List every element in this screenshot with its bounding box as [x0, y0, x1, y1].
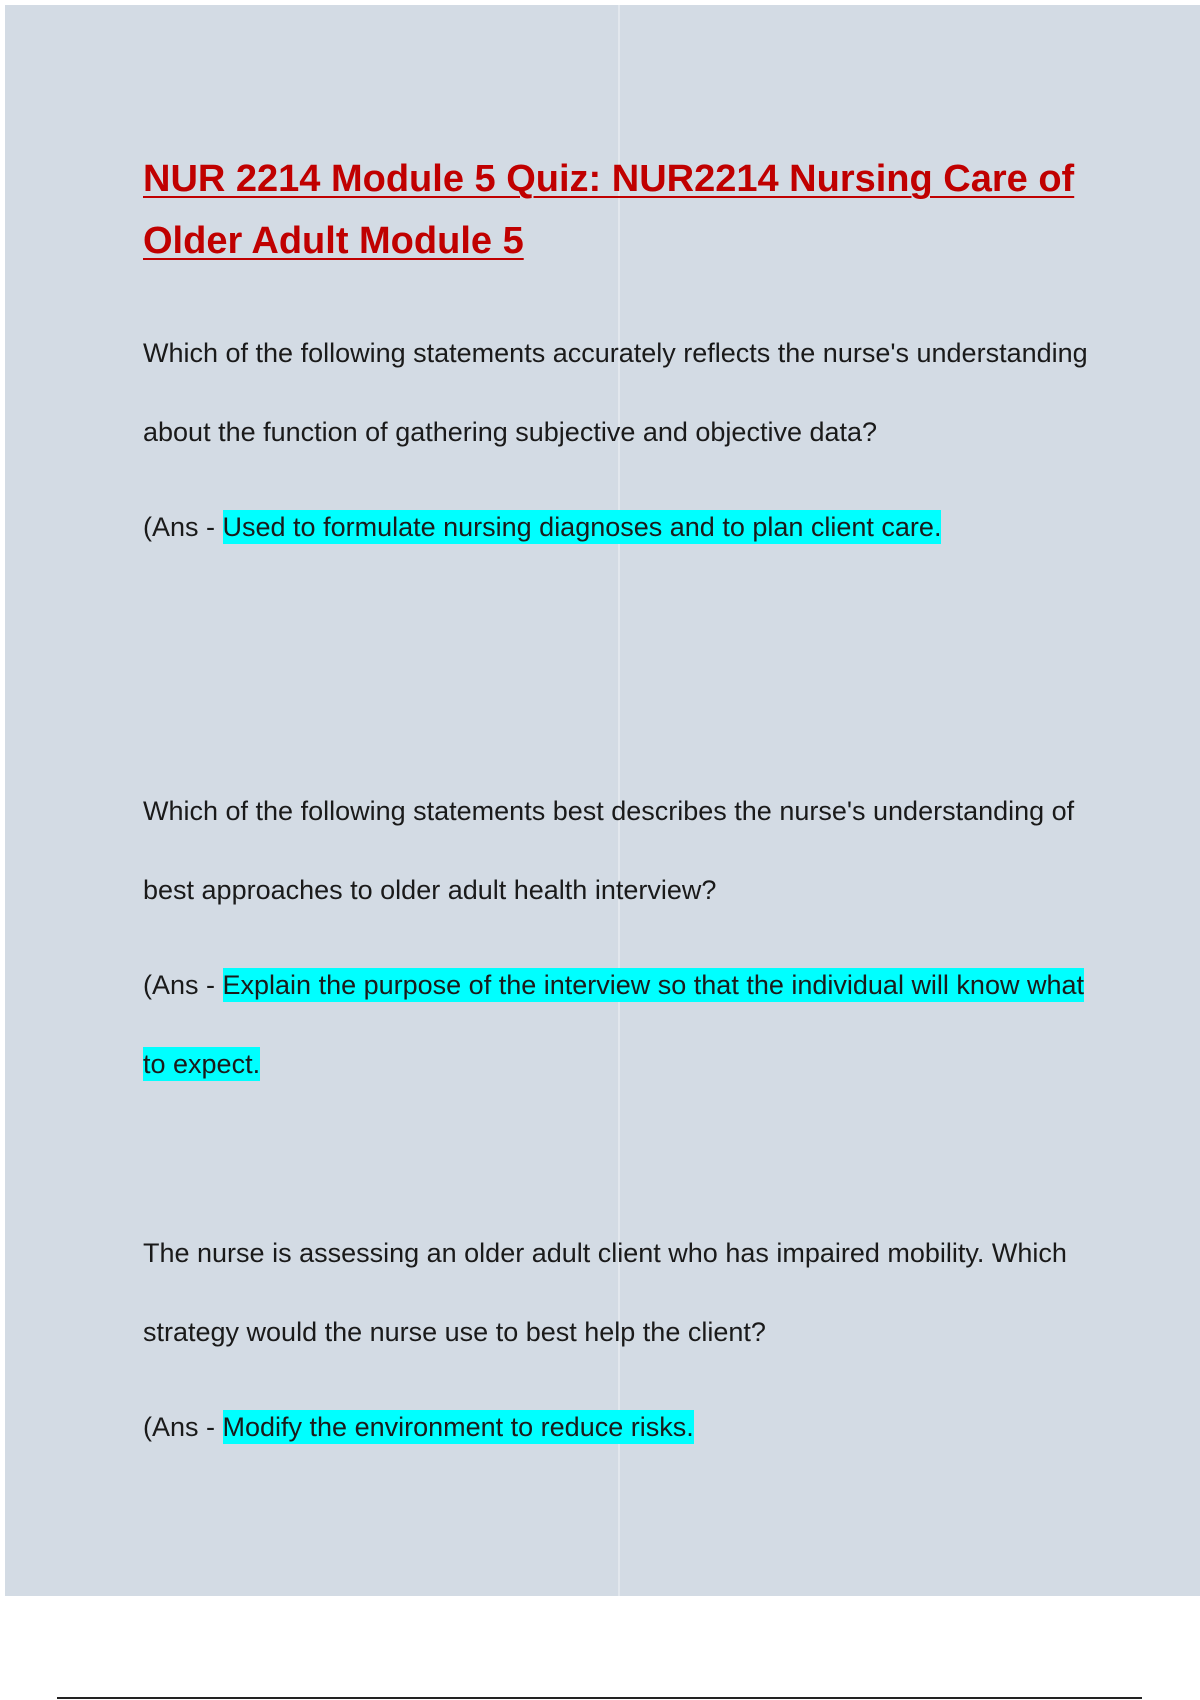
footer-divider: [57, 1697, 1142, 1699]
answer-line: [143, 488, 1103, 567]
highlighted-answer: Used to formulate nursing diagnoses and to plan client care.: [222, 512, 942, 542]
question-block-2: [143, 772, 1103, 1104]
answer-line: [143, 1388, 1103, 1467]
highlighted-answer: Modify the environment to reduce risks.: [222, 1412, 694, 1442]
document-title: NUR 2214 Module 5 Quiz: NUR2214 Nursing Care of Older Adult Module 5: [143, 158, 1075, 262]
answer-prefix: (Ans -: [143, 970, 223, 1000]
highlighted-answer: Explain the purpose of the interview so that the individual will know what to expect.: [143, 970, 1084, 1079]
question-block-3: [143, 1214, 1103, 1467]
question-text: Which of the following statements best describes the nurse's understanding of best approaches to older adult health interview?: [143, 796, 1075, 905]
answer-prefix: (Ans -: [143, 1412, 223, 1442]
question-text: The nurse is assessing an older adult client who has impaired mobility. Which strategy would the nurse use to best help the client?: [143, 1238, 1067, 1347]
question-text: Which of the following statements accurately reflects the nurse's understanding about the function of gathering subjective and objective data?: [143, 338, 1088, 447]
question-block-1: [143, 314, 1103, 567]
answer-prefix: (Ans -: [143, 512, 223, 542]
answer-line: [143, 946, 1103, 1104]
